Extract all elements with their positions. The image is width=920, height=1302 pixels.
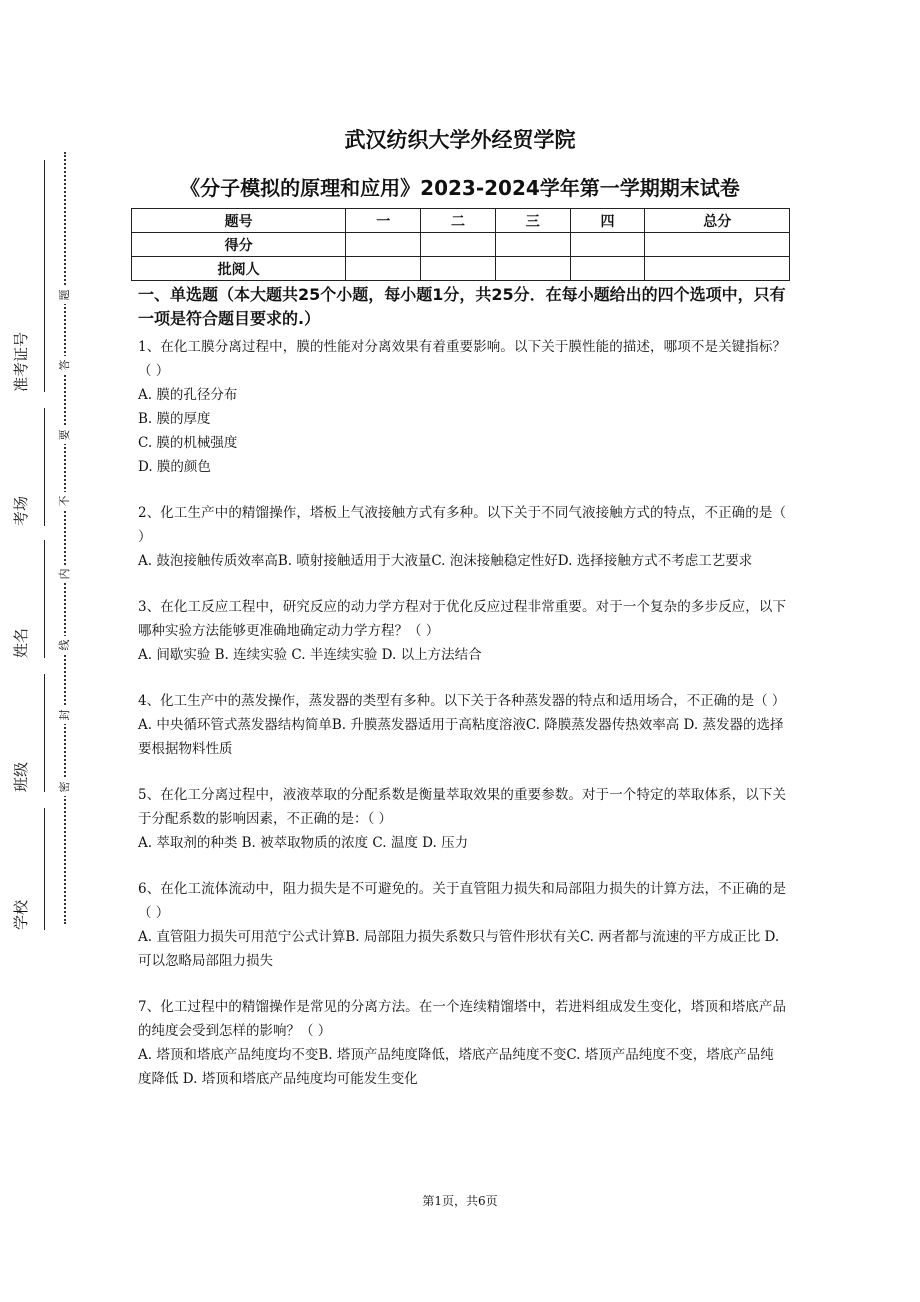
student-info-field[interactable] <box>10 808 50 1000</box>
answer-option: C. 膜的机械强度 <box>138 435 238 451</box>
school-name: 武汉纺织大学外经贸学院 <box>344 128 576 152</box>
binding-word: 线 <box>56 636 74 654</box>
grader-cell <box>346 257 421 281</box>
answer-option: A. 萃取剂的种类 B. 被萃取物质的浓度 C. 温度 D. 压力 <box>138 835 469 851</box>
answer-option: A. 膜的孔径分布 <box>138 387 238 403</box>
grader-cell <box>645 257 790 281</box>
fill-in-line[interactable] <box>44 540 45 658</box>
question-stem: 7、化工过程中的精馏操作是常见的分离方法。在一个连续精馏塔中，若进料组成发生变化，塔顶和塔底产品的纯度会受到怎样的影响？（ ） <box>138 999 786 1039</box>
question-block <box>138 335 786 479</box>
grader-row <box>132 257 790 281</box>
exam-content <box>138 283 786 1113</box>
question-block <box>138 689 786 761</box>
section-title: 一、单选题（本大题共25个小题，每小题1分，共25分．在每小题给出的四个选项中，只有一项是符合题目要求的.） <box>138 285 786 328</box>
fill-in-line[interactable] <box>44 674 45 792</box>
score-row-label: 得分 <box>132 233 346 257</box>
field-label: 姓名 <box>12 627 30 658</box>
score-col-header: 题号 <box>132 209 346 233</box>
score-col-header: 总分 <box>645 209 790 233</box>
question-stem: 4、化工生产中的蒸发操作，蒸发器的类型有多种。以下关于各种蒸发器的特点和适用场合，不正确的是（ ） <box>138 693 786 709</box>
fill-in-line[interactable] <box>44 408 45 526</box>
question-block <box>138 595 786 667</box>
field-label: 考场 <box>12 495 30 526</box>
score-col-header: 四 <box>570 209 645 233</box>
score-table-header-row <box>132 209 790 233</box>
score-row-label: 批阅人 <box>132 257 346 281</box>
question-block <box>138 877 786 973</box>
field-label: 班级 <box>12 761 30 792</box>
binding-word: 题 <box>56 286 74 304</box>
answer-option: A. 间歇实验 B. 连续实验 C. 半连续实验 D. 以上方法结合 <box>138 647 482 663</box>
grader-cell <box>421 257 496 281</box>
field-label: 准考证号 <box>12 331 30 392</box>
score-col-header: 三 <box>495 209 570 233</box>
score-cell <box>570 233 645 257</box>
score-cell <box>346 233 421 257</box>
answer-option: A. 直管阻力损失可用范宁公式计算B. 局部阻力损失系数只与管件形状有关C. 两者都与流速的平方成正比 D. 可以忽略局部阻力损失 <box>138 929 780 969</box>
score-cell <box>495 233 570 257</box>
score-table <box>131 208 790 281</box>
answer-option: A. 鼓泡接触传质效率高B. 喷射接触适用于大液量C. 泡沫接触稳定性好D. 选择接触方式不考虑工艺要求 <box>138 553 753 569</box>
question-block <box>138 501 786 573</box>
score-col-header: 二 <box>421 209 496 233</box>
question-list <box>138 335 786 1091</box>
score-row <box>132 233 790 257</box>
question-stem: 1、在化工膜分离过程中，膜的性能对分离效果有着重要影响。以下关于膜性能的描述，哪项不是关键指标？（ ） <box>138 339 786 379</box>
answer-option: D. 膜的颜色 <box>138 459 211 475</box>
page-footer: 第1页，共6页 <box>422 1194 498 1208</box>
score-col-header: 一 <box>346 209 421 233</box>
question-stem: 2、化工生产中的精馏操作，塔板上气液接触方式有多种。以下关于不同气液接触方式的特点，不正确的是（ ） <box>138 505 786 545</box>
answer-option: A. 塔顶和塔底产品纯度均不变B. 塔顶产品纯度降低，塔底产品纯度不变C. 塔顶产品纯度不变，塔底产品纯度降低 D. 塔顶和塔底产品纯度均可能发生变化 <box>138 1047 774 1087</box>
score-cell <box>645 233 790 257</box>
score-cell <box>421 233 496 257</box>
field-label: 学校 <box>12 899 30 930</box>
grader-cell <box>570 257 645 281</box>
answer-option: A. 中央循环管式蒸发器结构简单B. 升膜蒸发器适用于高粘度溶液C. 降膜蒸发器传热效率高 D. 蒸发器的选择要根据物料性质 <box>138 717 784 757</box>
binding-word: 答 <box>56 356 74 374</box>
binding-word: 要 <box>56 426 74 444</box>
grader-cell <box>495 257 570 281</box>
binding-word: 不 <box>56 492 74 510</box>
binding-dotted-line <box>64 152 66 924</box>
question-block <box>138 995 786 1091</box>
question-stem: 5、在化工分离过程中，液液萃取的分配系数是衡量萃取效果的重要参数。对于一个特定的萃取体系，以下关于分配系数的影响因素，不正确的是：（ ） <box>138 787 786 827</box>
fill-in-line[interactable] <box>44 808 45 930</box>
question-stem: 6、在化工流体流动中，阻力损失是不可避免的。关于直管阻力损失和局部阻力损失的计算方法，不正确的是（ ） <box>138 881 786 921</box>
binding-word: 密 <box>56 778 74 796</box>
answer-option: B. 膜的厚度 <box>138 411 211 427</box>
exam-title: 《分子模拟的原理和应用》2023-2024学年第一学期期末试卷 <box>180 176 740 200</box>
binding-word: 封 <box>56 706 74 724</box>
binding-word: 内 <box>56 565 74 583</box>
question-block <box>138 783 786 855</box>
question-stem: 3、在化工反应工程中，研究反应的动力学方程对于优化反应过程非常重要。对于一个复杂的多步反应，以下哪种实验方法能够更准确地确定动力学方程？（ ） <box>138 599 786 639</box>
